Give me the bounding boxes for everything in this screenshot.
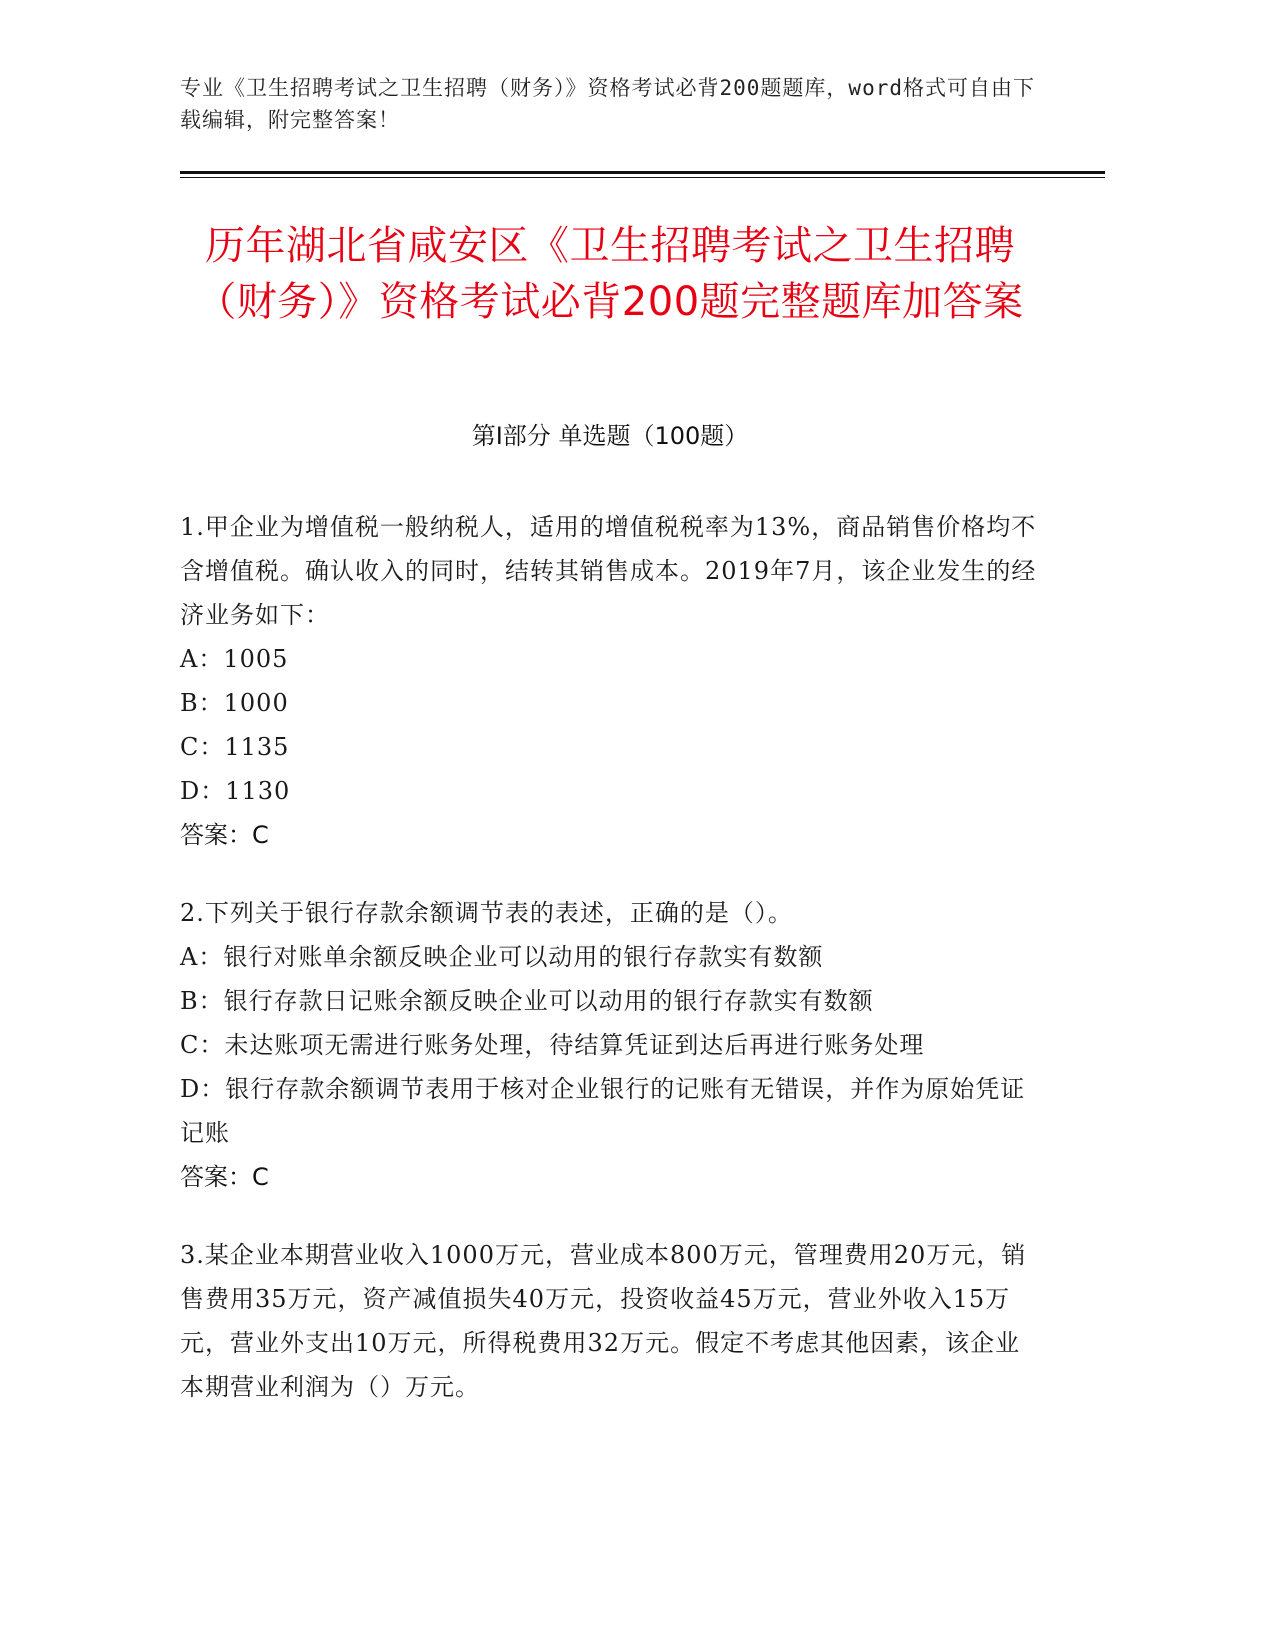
option-c: C：未达账项无需进行账务处理，待结算凭证到达后再进行账务处理 — [180, 1031, 925, 1059]
option-d: D：银行存款余额调节表用于核对企业银行的记账有无错误，并作为原始凭证记账 — [180, 1075, 1026, 1147]
answer-text: 答案：C — [180, 1163, 269, 1191]
option-b: B：1000 — [180, 689, 289, 717]
question-text: 3.某企业本期营业收入1000万元，营业成本800万元，管理费用20万元，销售费用35万元，资产减值损失40万元，投资收益45万元，营业外收入15万元，营业外支出10万元，所得税费用32万元。假定不考虑其他因素，该企业本期营业利润为（）万元。 — [180, 1241, 1027, 1401]
question-text: 1.甲企业为增值税一般纳税人，适用的增值税税率为13%，商品销售价格均不含增值税。确认收入的同时，结转其销售成本。2019年7月，该企业发生的经济业务如下： — [180, 513, 1037, 629]
document-header: 专业《卫生招聘考试之卫生招聘（财务）》资格考试必背200题题库，word格式可自由下载编辑，附完整答案！ — [180, 76, 1035, 132]
document-title: 历年湖北省咸安区《卫生招聘考试之卫生招聘（财务）》资格考试必背200题完整题库加答案 — [196, 223, 1024, 325]
question-item — [180, 891, 1040, 1199]
section-title: 第Ⅰ部分 单选题（100题） — [471, 422, 749, 450]
answer-text: 答案：C — [180, 821, 269, 849]
header-divider-thin — [180, 177, 1105, 178]
option-a: A：1005 — [180, 645, 289, 673]
question-item — [180, 1233, 1040, 1409]
option-a: A：银行对账单余额反映企业可以动用的银行存款实有数额 — [180, 943, 824, 971]
question-list — [180, 505, 1040, 1443]
question-text: 2.下列关于银行存款余额调节表的表述，正确的是（）。 — [180, 899, 793, 927]
option-c: C：1135 — [180, 733, 290, 761]
header-divider-thick — [180, 171, 1105, 174]
option-d: D：1130 — [180, 777, 291, 805]
question-item — [180, 505, 1040, 857]
option-b: B：银行存款日记账余额反映企业可以动用的银行存款实有数额 — [180, 987, 874, 1015]
